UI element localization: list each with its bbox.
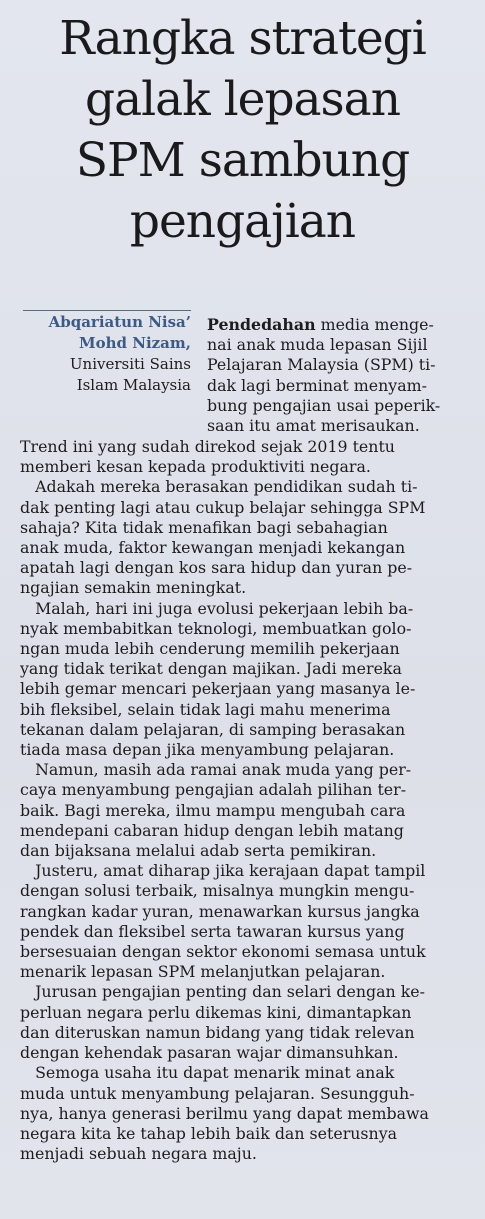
body-line: Jurusan pengajian penting dan selari dengan ke- <box>20 982 425 1002</box>
body-line: bersesuaian dengan sektor ekonomi semasa untuk <box>20 942 426 962</box>
body-line: ngajian semakin meningkat. <box>20 578 247 598</box>
body-line: menarik lepasan SPM melanjutkan pelajaran. <box>20 962 386 982</box>
body-line: dan diteruskan namun bidang yang tidak relevan <box>20 1022 415 1042</box>
author-affiliation-line: Universiti Sains <box>69 355 191 373</box>
headline-line: Rangka strategi <box>59 11 426 66</box>
body-line: menjadi sebuah negara maju. <box>20 1144 257 1164</box>
body-line: yang tidak terikat dengan majikan. Jadi mereka <box>20 659 402 679</box>
body-line: tiada masa depan jika menyambung pelajaran. <box>20 740 395 760</box>
author-affiliation-line: Islam Malaysia <box>76 376 191 394</box>
author-name-line: Mohd Nizam, <box>79 334 191 352</box>
body-line: lebih gemar mencari pekerjaan yang masanya le- <box>20 679 416 699</box>
body-line: bih fleksibel, selain tidak lagi mahu menerima <box>20 699 391 719</box>
byline <box>23 312 191 396</box>
headline-line: SPM sambung <box>75 133 410 188</box>
body-line: Malah, hari ini juga evolusi pekerjaan lebih ba- <box>20 598 414 618</box>
body-line: tekanan dalam pelajaran, di samping berasakan <box>20 719 406 739</box>
intro-line: dak lagi berminat menyam- <box>207 375 427 395</box>
author-name-line: Abqariatun Nisa’ <box>48 313 191 331</box>
body-line: caya menyambung pengajian adalah pilihan ter- <box>20 780 407 800</box>
body-line: Trend ini yang sudah direkod sejak 2019 tentu <box>20 437 395 456</box>
body-line: Justeru, amat diharap jika kerajaan dapat tampil <box>20 861 426 881</box>
headline <box>0 8 485 252</box>
lead-word: Pendedahan <box>207 315 316 334</box>
intro-line: saan itu amat merisaukan. <box>207 416 420 436</box>
body-line: pendek dan fleksibel serta tawaran kursus yang <box>20 921 405 941</box>
intro-first-line <box>207 315 477 335</box>
body-line: ngan muda lebih cenderung memilih pekerjaan <box>20 639 400 659</box>
body-line: baik. Bagi mereka, ilmu mampu mengubah cara <box>20 800 406 820</box>
body-line: muda untuk menyambung pelajaran. Sesungguh- <box>20 1083 415 1103</box>
body-line: perluan negara perlu dikemas kini, dimantapkan <box>20 1002 412 1022</box>
intro-first-line-rest: media menge- <box>315 315 434 334</box>
body-line: nyak membabitkan teknologi, membuatkan golo- <box>20 618 412 638</box>
intro-paragraph <box>207 315 477 436</box>
intro-line: bung pengajian usai peperik- <box>207 395 441 415</box>
body-line: nya, hanya generasi berilmu yang dapat membawa <box>20 1103 429 1123</box>
body-line: Semoga usaha itu dapat menarik minat anak <box>20 1063 395 1083</box>
headline-line: galak lepasan <box>85 72 400 127</box>
byline-divider <box>23 310 191 311</box>
body-line: Namun, masih ada ramai anak muda yang per- <box>20 760 412 780</box>
body-line: dengan kehendak pasaran wajar dimansuhkan. <box>20 1043 399 1063</box>
body-line: memberi kesan kepada produktiviti negara. <box>20 457 371 477</box>
body-line: dengan solusi terbaik, misalnya mungkin mengu- <box>20 881 415 901</box>
article-body <box>20 437 475 1164</box>
body-line: negara kita ke tahap lebih baik dan seterusnya <box>20 1123 398 1143</box>
body-line: Adakah mereka berasakan pendidikan sudah ti- <box>20 477 418 497</box>
intro-line: Pelajaran Malaysia (SPM) ti- <box>207 355 436 375</box>
body-line: mendepani cabaran hidup dengan lebih matang <box>20 820 404 840</box>
intro-line: nai anak muda lepasan Sijil <box>207 335 428 355</box>
body-line: rangkan kadar yuran, menawarkan kursus jangka <box>20 901 420 921</box>
body-line: dan bijaksana melalui adab serta pemikiran. <box>20 841 377 861</box>
body-line: apatah lagi dengan kos sara hidup dan yuran pe- <box>20 558 413 578</box>
headline-line: pengajian <box>129 194 356 249</box>
body-line: dak penting lagi atau cukup belajar sehingga SPM <box>20 497 426 517</box>
body-line: sahaja? Kita tidak menafikan bagi sebahagian <box>20 517 388 537</box>
body-line: anak muda, faktor kewangan menjadi kekangan <box>20 538 406 558</box>
